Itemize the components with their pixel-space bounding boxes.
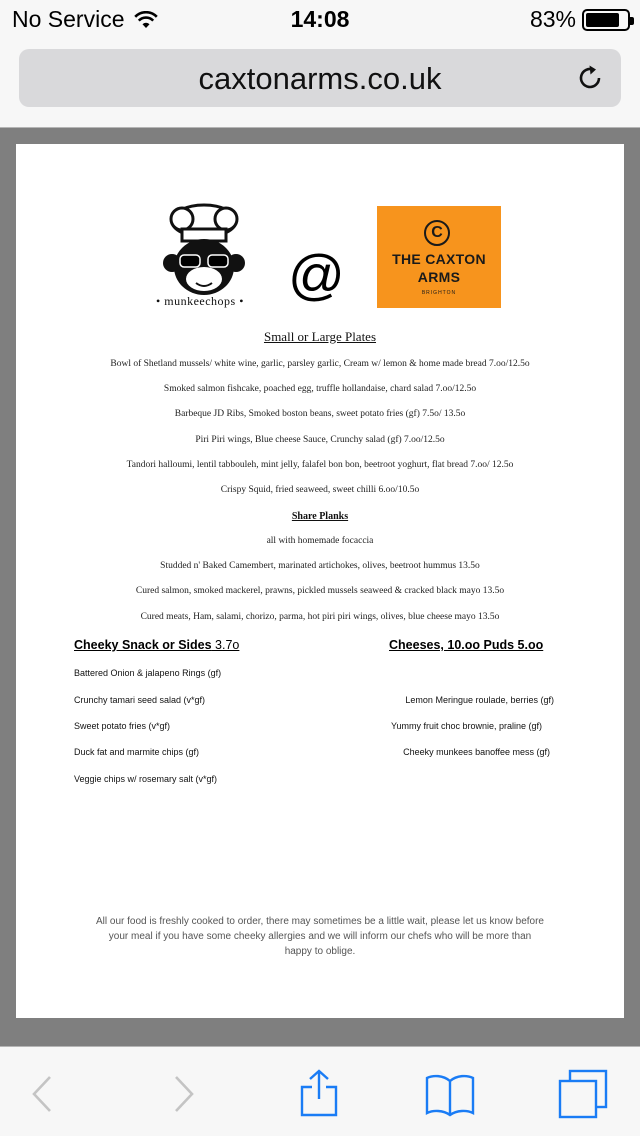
sides-title	[74, 638, 239, 652]
back-icon[interactable]	[18, 1069, 68, 1119]
at-sign: @	[288, 243, 345, 306]
menu-item: Studded n' Baked Camembert, marinated artichokes, olives, beetroot hummus 13.5o	[160, 561, 480, 571]
reload-icon[interactable]	[575, 63, 605, 93]
menu-item: Cured meats, Ham, salami, chorizo, parma, hot piri piri wings, olives, blue cheese mayo 13.5o	[140, 612, 500, 622]
carrier-label: No Service	[12, 6, 125, 32]
status-bar	[0, 0, 640, 40]
munkeechops-wordmark: • munkeechops •	[156, 294, 244, 308]
battery-percent: 83%	[529, 6, 576, 32]
menu-item: Cured salmon, smoked mackerel, prawns, pickled mussels seaweed & cracked black mayo 13.5o	[135, 586, 505, 596]
sides-price: 3.7o	[211, 638, 240, 652]
browser-toolbar	[0, 1046, 640, 1136]
share-subtitle: all with homemade focaccia	[266, 536, 374, 546]
forward-icon[interactable]	[158, 1069, 208, 1119]
side-item: Crunchy tamari seed salad (v*gf)	[74, 695, 206, 705]
caxton-name	[377, 250, 501, 286]
cheeses-title: Cheeses, 10.oo	[389, 638, 481, 652]
caxton-name-line2: ARMS	[417, 269, 461, 285]
caxton-arms-logo	[377, 206, 501, 308]
caxton-name-line1: THE CAXTON	[392, 251, 486, 267]
pud-item: Lemon Meringue roulade, berries (gf)	[405, 695, 554, 705]
allergy-note: All our food is freshly cooked to order, there may sometimes be a little wait, please let us know before your meal if you have some cheeky allergies and we will inform our chefs who will be more than happy to oblige.	[96, 916, 544, 957]
menu-item: Smoked salmon fishcake, poached egg, truffle hollandaise, chard salad 7.oo/12.5o	[163, 384, 477, 394]
caxton-c-mark: C	[424, 220, 450, 246]
caxton-sub: BRIGHTON	[421, 290, 457, 296]
pud-item: Cheeky munkees banoffee mess (gf)	[403, 747, 550, 757]
munkeechops-logo-icon	[154, 199, 254, 309]
menu-item: Crispy Squid, fried seaweed, sweet chilli 6.oo/10.5o	[220, 485, 420, 495]
address-bar[interactable]	[19, 49, 621, 107]
tabs-icon[interactable]	[558, 1069, 608, 1119]
pud-item: Yummy fruit choc brownie, praline (gf)	[390, 721, 542, 731]
puds-title: Puds 5.oo	[483, 638, 544, 652]
menu-item: Barbeque JD Ribs, Smoked boston beans, sweet potato fries (gf) 7.5o/ 13.5o	[174, 409, 466, 419]
url-text[interactable]: caxtonarms.co.uk	[198, 61, 442, 96]
battery-icon	[582, 9, 630, 31]
side-item: Sweet potato fries (v*gf)	[74, 721, 171, 731]
menu-item: Bowl of Shetland mussels/ white wine, garlic, parsley garlic, Cream w/ lemon & home made bread 7.oo/12.5o	[110, 359, 530, 369]
share-icon[interactable]	[294, 1069, 344, 1119]
side-item: Duck fat and marmite chips (gf)	[74, 747, 200, 757]
browser-header	[0, 40, 640, 128]
bookmarks-icon[interactable]	[425, 1069, 475, 1119]
menu-page	[16, 144, 624, 1018]
small-large-plates-title: Small or Large Plates	[263, 329, 377, 344]
status-time: 14:08	[290, 6, 350, 32]
cheeses-puds-title	[389, 638, 543, 652]
menu-item: Tandori halloumi, lentil tabbouleh, mint jelly, falafel bon bon, beetroot yoghurt, flat bread 7.oo/ 12.5o	[126, 460, 514, 470]
share-planks-title: Share Planks	[291, 511, 349, 522]
sides-title-text: Cheeky Snack or Sides	[74, 638, 212, 652]
menu-item: Piri Piri wings, Blue cheese Sauce, Crunchy salad (gf) 7.oo/12.5o	[195, 435, 445, 445]
battery-fill	[586, 13, 619, 27]
side-item: Veggie chips w/ rosemary salt (v*gf)	[74, 774, 218, 784]
side-item: Battered Onion & jalapeno Rings (gf)	[74, 668, 222, 678]
battery-tip	[630, 17, 634, 25]
status-right	[530, 6, 630, 33]
